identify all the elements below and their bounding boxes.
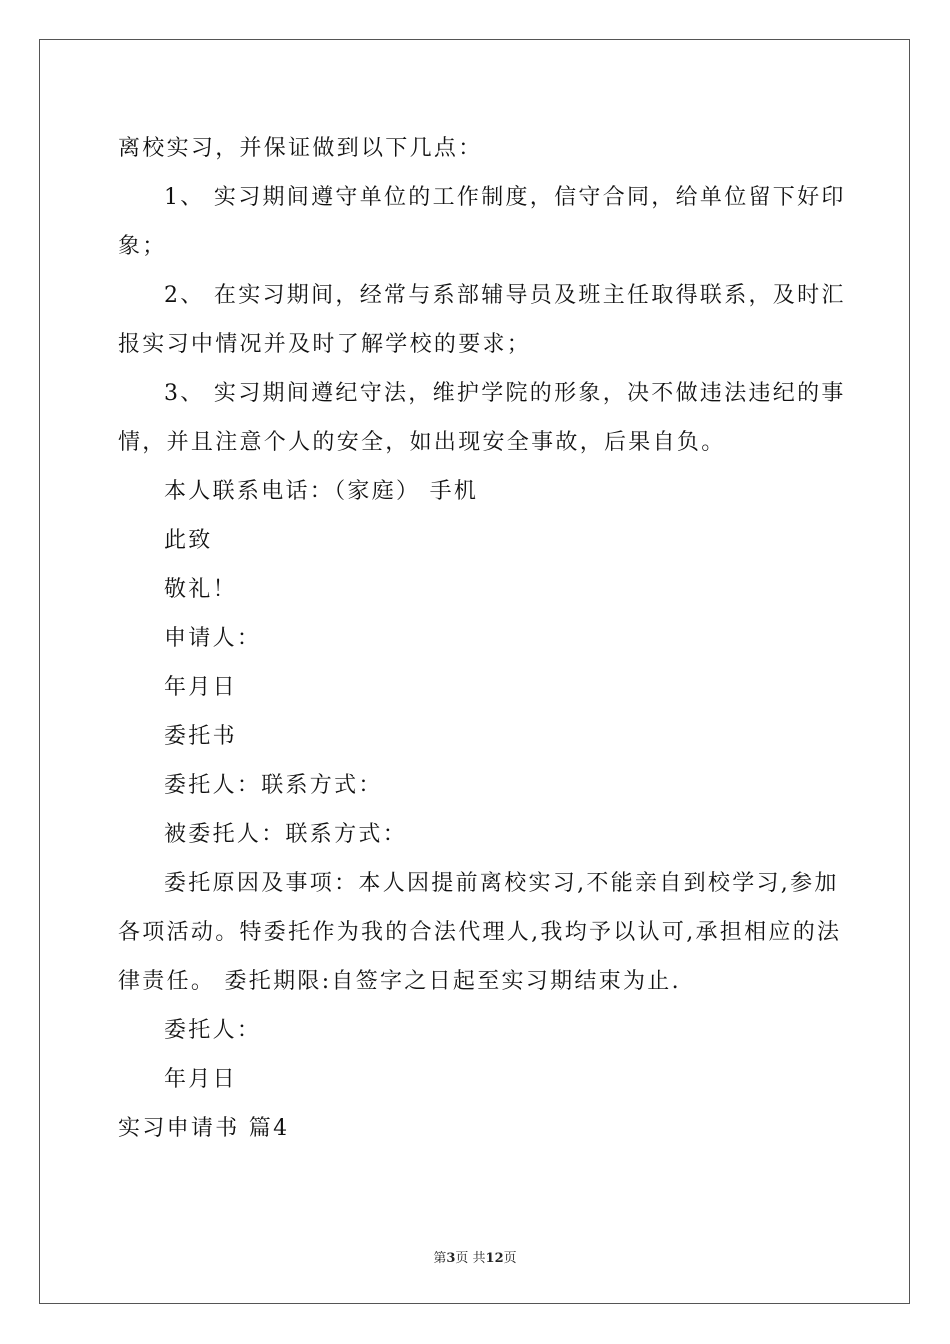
document-body: [118, 124, 846, 1153]
text-line: 象；: [118, 234, 167, 259]
text-line: 2、 在实习期间，经常与系部辅导员及班主任取得联系，及时汇: [164, 283, 846, 308]
footer-total-suffix: 页: [503, 1251, 517, 1266]
text-line: 被委托人：联系方式：: [164, 822, 408, 847]
text-line: 委托人：: [164, 1018, 262, 1043]
page-footer: [0, 1247, 950, 1266]
text-line: 各项活动。特委托作为我的合法代理人,我均予以认可,承担相应的法: [118, 920, 842, 945]
text-line: 情，并且注意个人的安全，如出现安全事故，后果自负。: [118, 430, 726, 455]
text-line: 委托书: [164, 724, 237, 749]
text-line: 年月日: [164, 675, 237, 700]
text-line: 离校实习，并保证做到以下几点：: [118, 136, 483, 161]
text-line: 此致: [164, 528, 213, 553]
text-line: 委托人：联系方式：: [164, 773, 383, 798]
text-line: 报实习中情况并及时了解学校的要求；: [118, 332, 532, 357]
section-heading: 实习申请书 篇4: [118, 1116, 290, 1141]
text-line: 1、 实习期间遵守单位的工作制度，信守合同，给单位留下好印: [164, 185, 846, 210]
footer-page-suffix: 页 共: [455, 1251, 486, 1266]
text-line: 年月日: [164, 1067, 237, 1092]
current-page-number: 3: [446, 1251, 456, 1266]
text-line: 敬礼！: [164, 577, 237, 602]
text-line: 本人联系电话：（家庭） 手机: [164, 479, 479, 504]
footer-prefix: 第: [433, 1251, 447, 1266]
text-line: 申请人：: [164, 626, 262, 651]
text-line: 委托原因及事项：本人因提前离校实习,不能亲自到校学习,参加: [164, 871, 839, 896]
text-line: 律责任。 委托期限:自签字之日起至实习期结束为止.: [118, 969, 681, 994]
total-pages-number: 12: [485, 1251, 504, 1266]
text-line: 3、 实习期间遵纪守法，维护学院的形象，决不做违法违纪的事: [164, 381, 846, 406]
